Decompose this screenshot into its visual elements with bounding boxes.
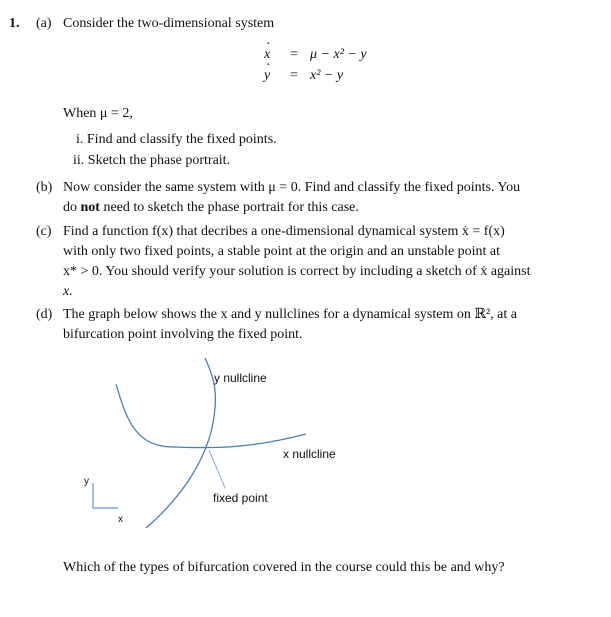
part-c-line-1: Find a function f(x) that decribes a one-dimensional dynamical system ẋ = f(x): [63, 224, 505, 239]
axes-indicator: [93, 483, 118, 508]
part-b-label: (b): [36, 180, 53, 195]
y-nullcline-label: y nullcline: [214, 371, 267, 385]
subpart-ii: ii. Sketch the phase portrait.: [73, 153, 231, 168]
part-c-label: (c): [36, 224, 52, 239]
part-d-label: (d): [36, 307, 53, 322]
part-a-label: (a): [36, 16, 52, 31]
part-a-intro: Consider the two-dimensional system: [63, 16, 275, 31]
fixed-point-label: fixed point: [213, 491, 268, 505]
question-number: 1.: [9, 16, 20, 31]
part-d-line-2: bifurcation point involving the fixed point.: [63, 327, 303, 342]
x-nullcline-label: x nullcline: [283, 447, 336, 461]
equation-2-lhs: y ·: [264, 68, 270, 84]
emphasis-not: not: [80, 200, 100, 215]
when-mu-text: When μ = 2,: [63, 106, 133, 121]
part-c-line-3: x* > 0. You should verify your solution is correct by including a sketch of ẋ against: [63, 264, 531, 279]
part-d-line-1: The graph below shows the x and y nullclines for a dynamical system on ℝ², at a: [63, 307, 518, 322]
part-b-line-2: do not need to sketch the phase portrait for this case.: [63, 200, 359, 215]
part-b-line-1: Now consider the same system with μ = 0. Find and classify the fixed points. You: [63, 180, 521, 195]
final-question: Which of the types of bifurcation covered in the course could this be and why?: [63, 560, 505, 575]
part-c-line-4: x.: [63, 284, 73, 299]
equation-1-lhs: x ·: [264, 47, 270, 63]
equation-1-rhs: μ − x² − y: [310, 47, 367, 62]
equation-2-rhs: x² − y: [310, 68, 344, 83]
equation-1-equals: =: [290, 47, 298, 62]
equation-2-equals: =: [290, 68, 298, 83]
axis-y-label: y: [84, 476, 89, 487]
part-c-line-2: with only two fixed points, a stable point at the origin and an unstable point at: [63, 244, 501, 259]
fixed-point-pointer: [209, 450, 225, 488]
axis-x-label: x: [118, 514, 123, 525]
subpart-i: i. Find and classify the fixed points.: [76, 132, 277, 147]
y-nullcline-curve: [146, 358, 215, 528]
x-nullcline-curve: [116, 384, 306, 448]
